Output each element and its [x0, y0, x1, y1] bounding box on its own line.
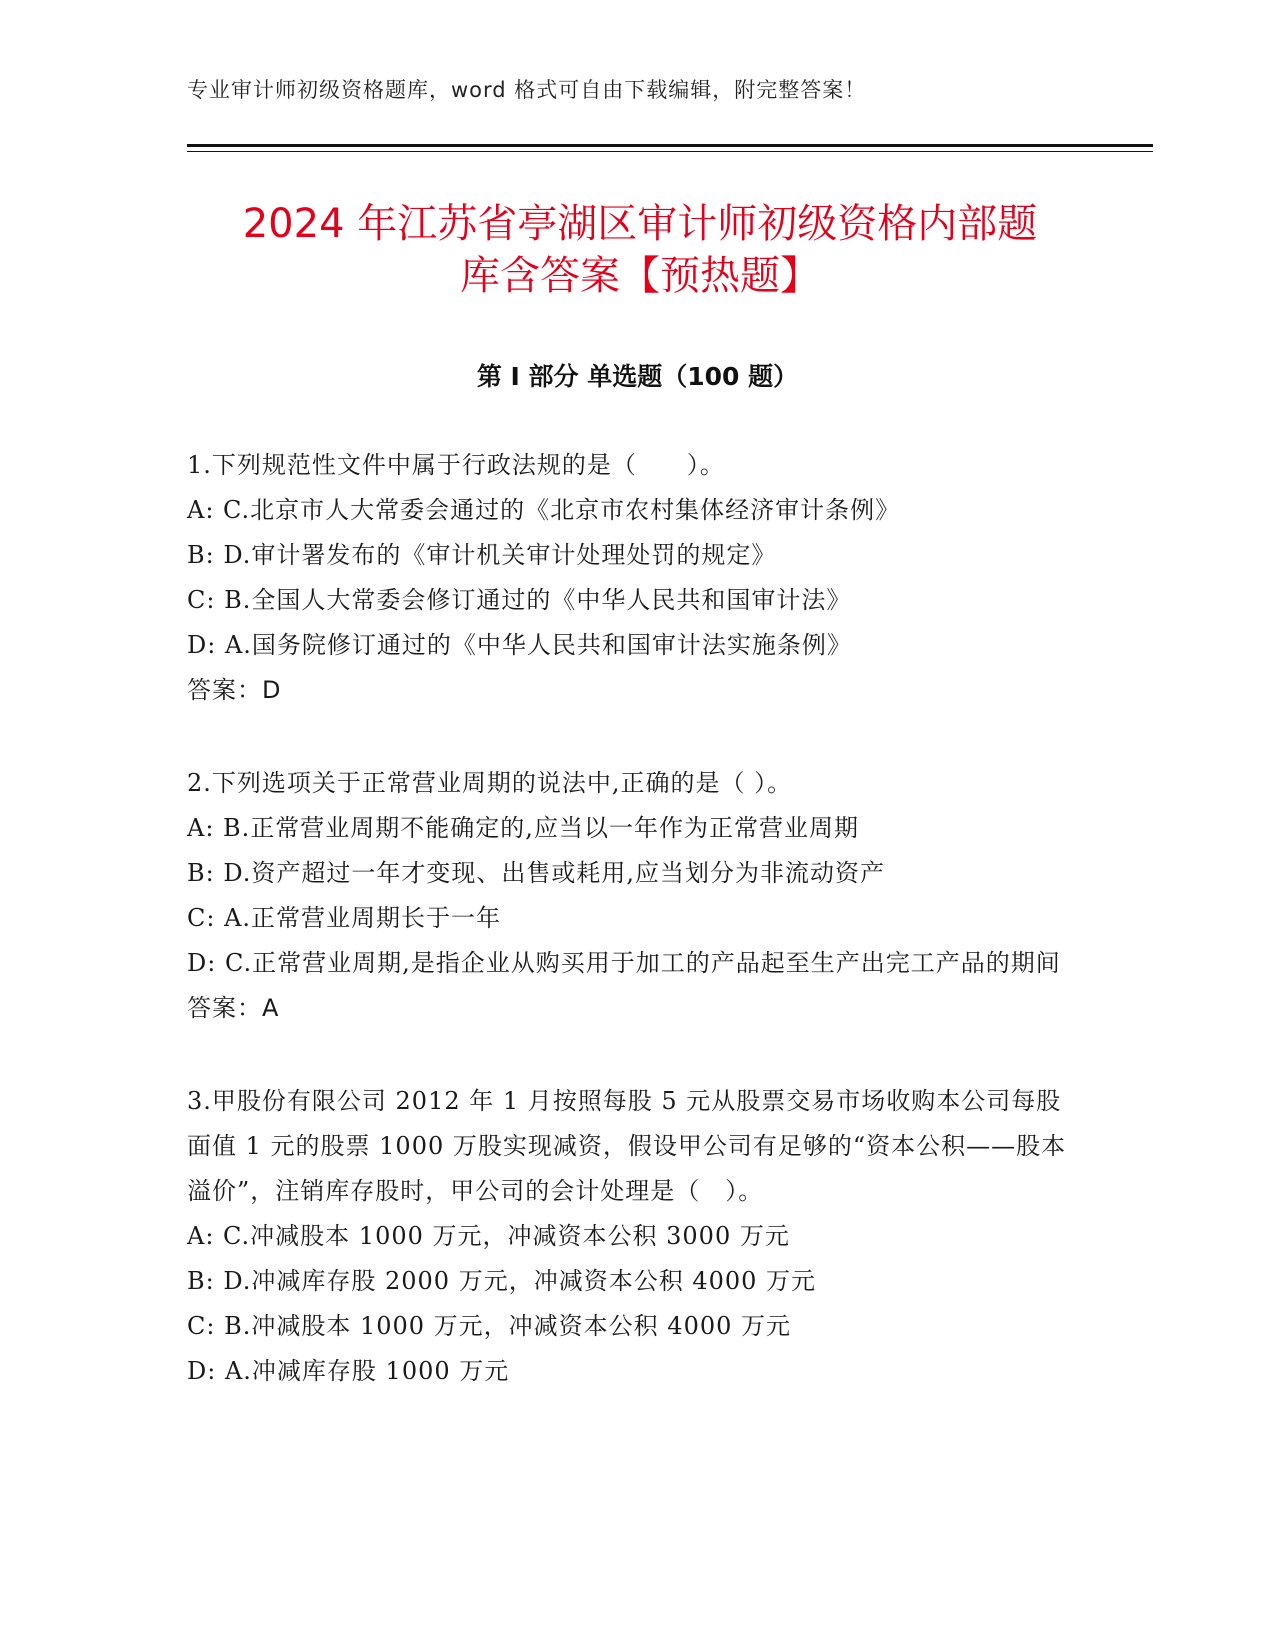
option-d: D: A.国务院修订通过的《中华人民共和国审计法实施条例》	[187, 631, 852, 659]
header-note: 专业审计师初级资格题库，word 格式可自由下载编辑，附完整答案！	[187, 78, 867, 102]
option-a: A: C.北京市人大常委会通过的《北京市农村集体经济审计条例》	[187, 496, 901, 524]
option-d: D: A.冲减库存股 1000 万元	[187, 1357, 510, 1385]
option-c: C: B.冲减股本 1000 万元，冲减资本公积 4000 万元	[187, 1312, 792, 1340]
option-b: B: D.资产超过一年才变现、出售或耗用,应当划分为非流动资产	[187, 859, 885, 887]
document-title-line-2: 库含答案【预热题】	[460, 253, 820, 299]
option-b: B: D.冲减库存股 2000 万元，冲减资本公积 4000 万元	[187, 1267, 817, 1295]
option-c: C: B.全国人大常委会修订通过的《中华人民共和国审计法》	[187, 586, 852, 614]
option-a: A: C.冲减股本 1000 万元，冲减资本公积 3000 万元	[187, 1222, 790, 1250]
question-2	[187, 761, 1077, 1031]
question-list	[187, 443, 1077, 1442]
document-title-line-1: 2024 年江苏省亭湖区审计师初级资格内部题	[242, 201, 1038, 247]
question-stem: 2.下列选项关于正常营业周期的说法中,正确的是（ ）。	[187, 769, 793, 797]
option-d: D: C.正常营业周期,是指企业从购买用于加工的产品起至生产出完工产品的期间	[187, 949, 1061, 977]
question-stem: 1.下列规范性文件中属于行政法规的是（ ）。	[187, 451, 725, 479]
option-a: A: B.正常营业周期不能确定的,应当以一年作为正常营业周期	[187, 814, 859, 842]
document-title	[190, 198, 1090, 302]
answer: 答案：A	[187, 994, 280, 1022]
option-c: C: A.正常营业周期长于一年	[187, 904, 502, 932]
header-divider-thin	[187, 151, 1153, 152]
option-b: B: D.审计署发布的《审计机关审计处理处罚的规定》	[187, 541, 777, 569]
question-1	[187, 443, 1077, 713]
section-title: 第 I 部分 单选题（100 题）	[476, 362, 799, 391]
answer: 答案：D	[187, 676, 282, 704]
question-stem: 3.甲股份有限公司 2012 年 1 月按照每股 5 元从股票交易市场收购本公司每股面值 1 元的股票 1000 万股实现减资，假设甲公司有足够的“资本公积——股本溢价”，注销库存股时，甲公司的会计处理是（ ）。	[187, 1087, 1067, 1205]
header-divider-thick	[187, 144, 1153, 147]
question-3	[187, 1079, 1077, 1394]
